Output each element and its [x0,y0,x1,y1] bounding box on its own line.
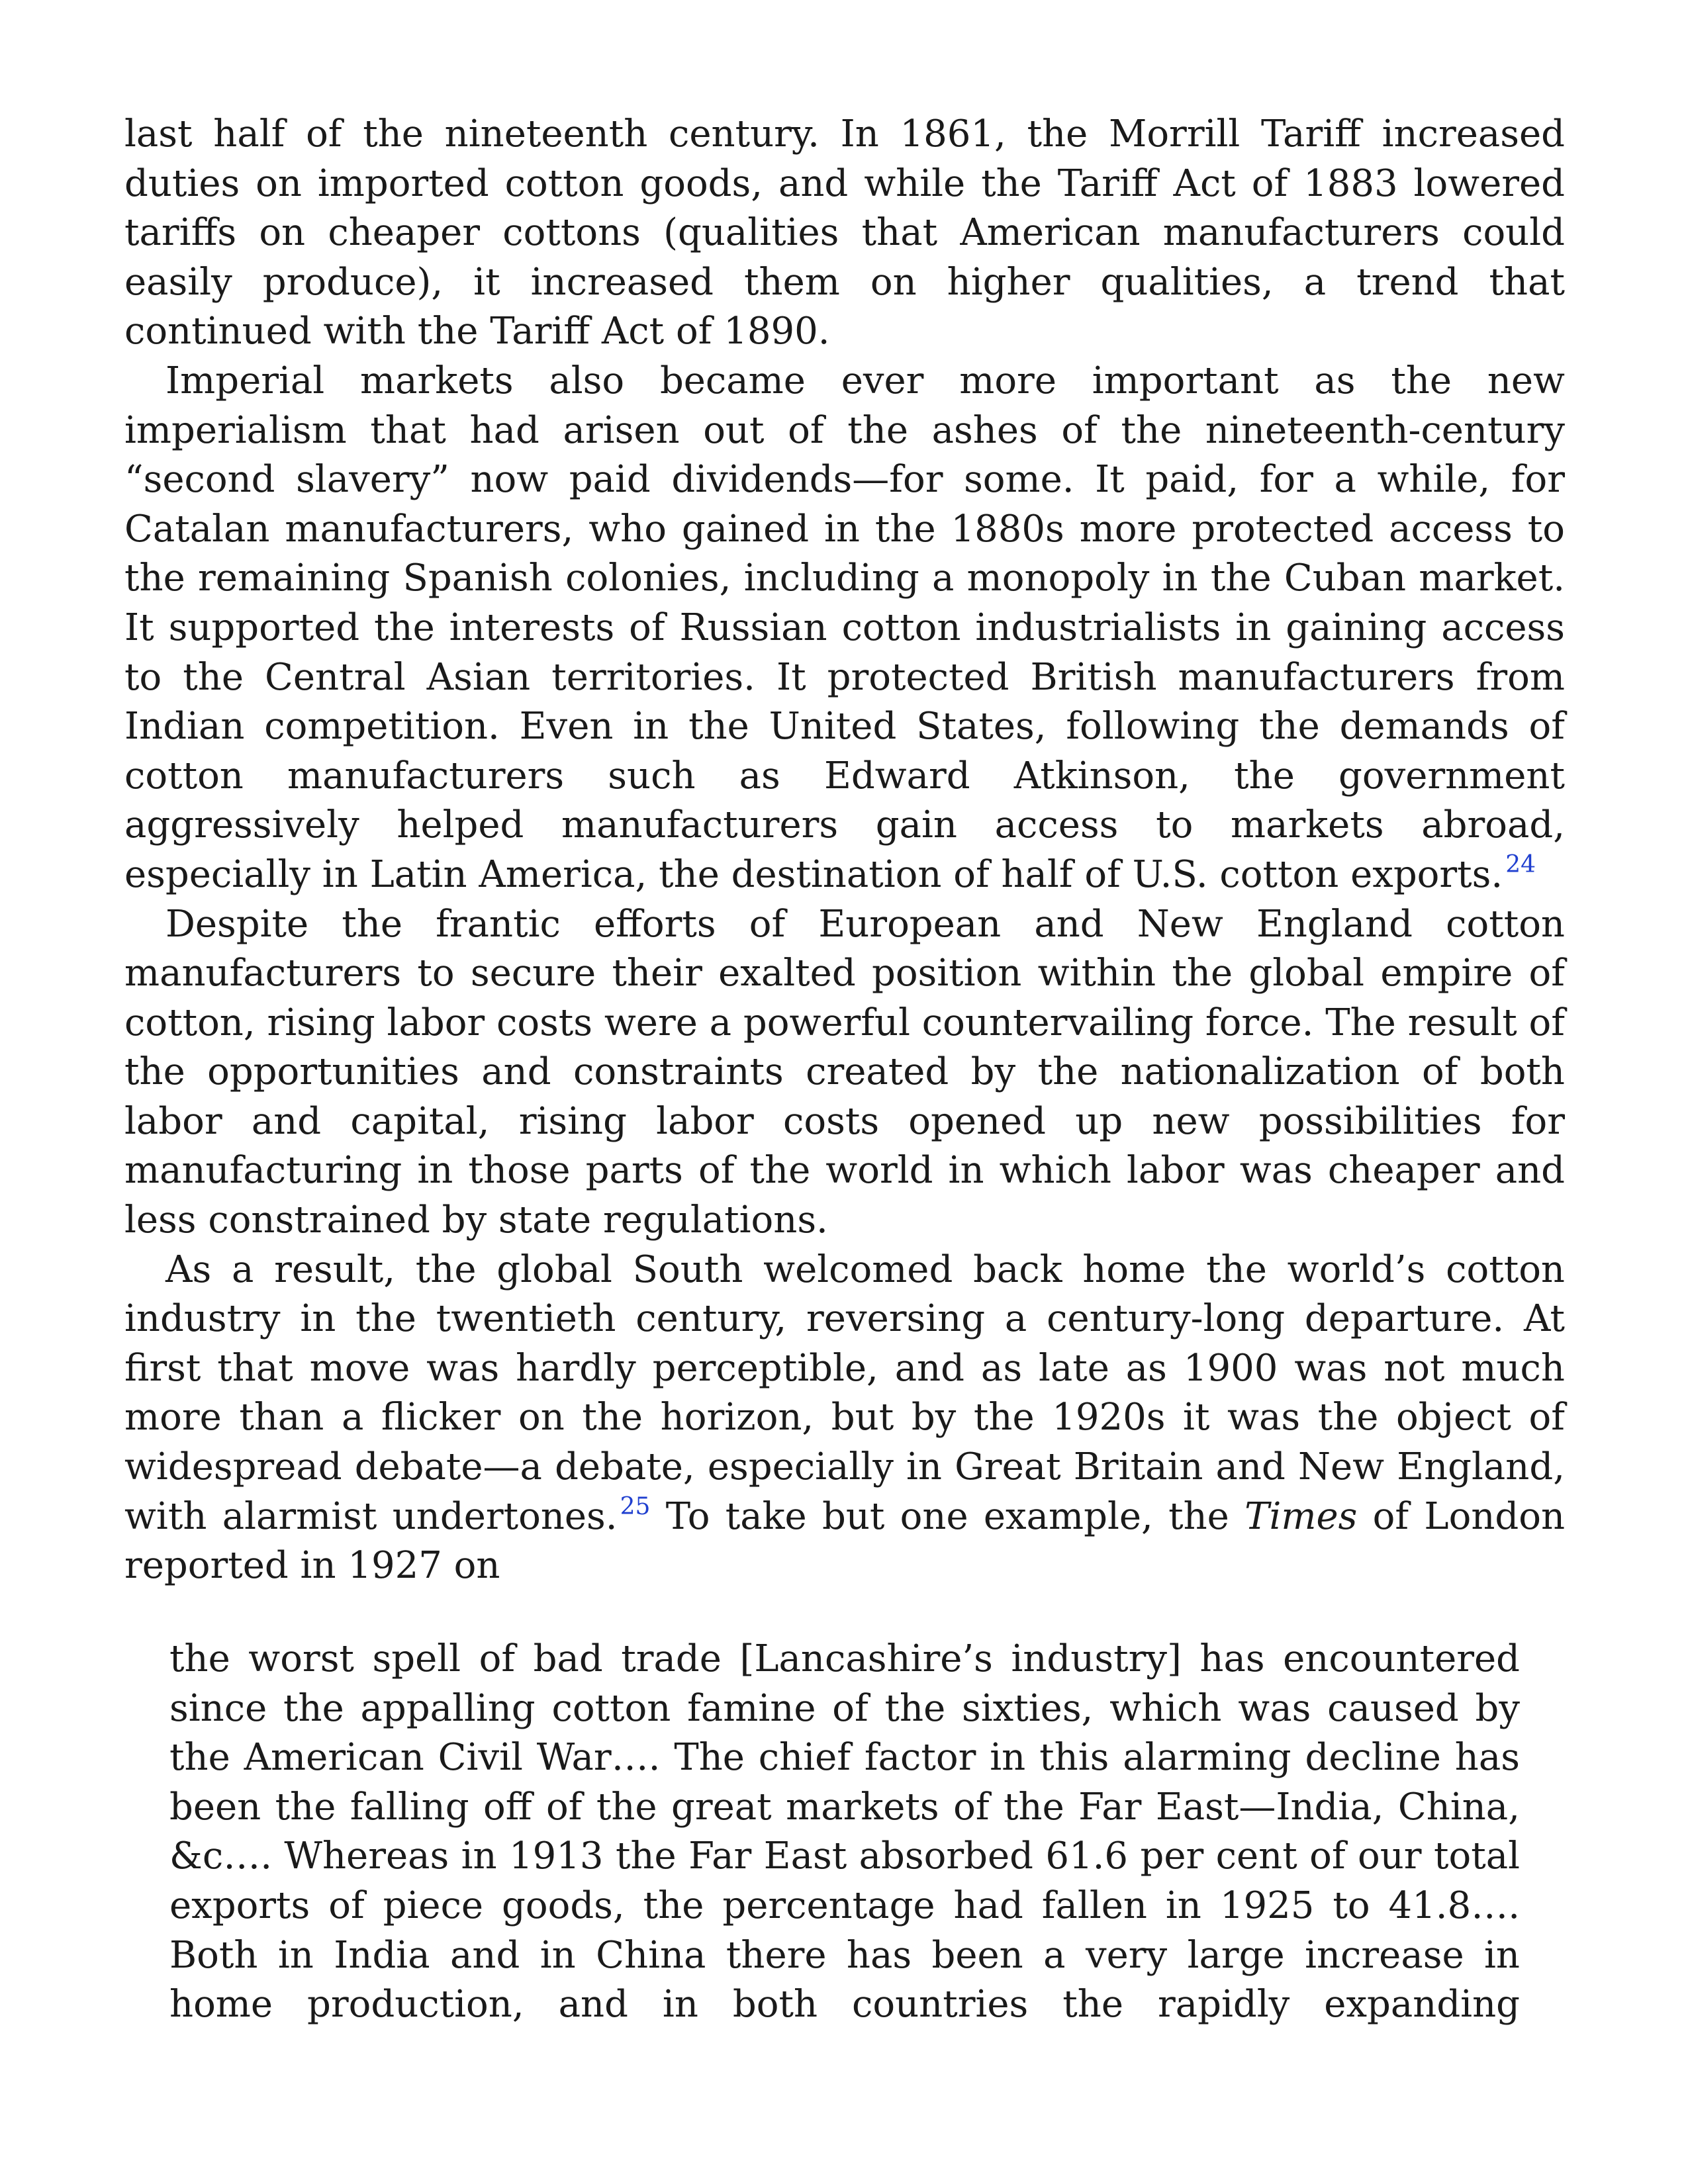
paragraph-4-text-a: As a result, the global South welcomed back home the world’s cotton industry in the twentieth century, reversing a century-long departure. At first that move was hardly perceptible, and as late as 1900 was not much more than a flicker on the horizon, but by the 1920s it was the object of widespread debate—a debate, especially in Great Britain and New England, with alarmist undertones. [124,1248,1565,1538]
paragraph-4-text-c: of London reported in 1927 on [124,1494,1566,1588]
paragraph-1: last half of the nineteenth century. In 1861, the Morrill Tariff increased duties on imported cotton goods, and while the Tariff Act of 1883 lowered tariffs on cheaper cottons (qualities that American manufacturers could easily produce), it increased them on higher qualities, a trend that continued with the Tariff Act of 1890. [124,113,1565,353]
body-text [124,110,1565,1591]
paragraph-2-text: Imperial markets also became ever more important as the new imperialism that had arisen out of the ashes of the nineteenth-century “second slavery” now paid dividends—for some. It paid, for a while, for Catalan manufacturers, who gained in the 1880s more protected access to the remaining Spanish colonies, including a monopoly in the Cuban market. It supported the interests of Russian cotton industrialists in gaining access to the Central Asian territories. It protected British manufacturers from Indian competition. Even in the United States, following the demands of cotton manufacturers such as Edward Atkinson, the government aggressively helped manufacturers gain access to markets abroad, especially in Latin America, the destination of half of U.S. cotton exports. [124,359,1565,896]
paragraph-3: Despite the frantic efforts of European and New England cotton manufacturers to secure their exalted position within the global empire of cotton, rising labor costs were a powerful countervailing force. The result of the opportunities and constraints created by the nationalization of both labor and capital, rising labor costs opened up new possibilities for manufacturing in those parts of the world in which labor was cheaper and less constrained by state regulations. [124,902,1565,1242]
footnote-link-25[interactable]: 25 [620,1492,651,1520]
paragraph-4-text-b: To take but one example, the [650,1494,1245,1538]
paragraph-4 [124,1246,1565,1591]
block-quote: the worst spell of bad trade [Lancashire’s industry] has encountered since the appalling cotton famine of the sixties, which was caused by the American Civil War…. The chief factor in this alarming decline has been the falling off of the great markets of the Far East—India, China, &c…. Whereas in 1913 the Far East absorbed 61.6 per cent of our total exports of piece goods, the percentage had fallen in 1925 to 41.8…. Both in India and in China there has been a very large increase in home production, and in both countries the rapidly expanding [169,1637,1520,2026]
newspaper-title: Times [1244,1494,1358,1538]
footnote-link-24[interactable]: 24 [1505,850,1536,878]
paragraph-2 [124,357,1565,900]
